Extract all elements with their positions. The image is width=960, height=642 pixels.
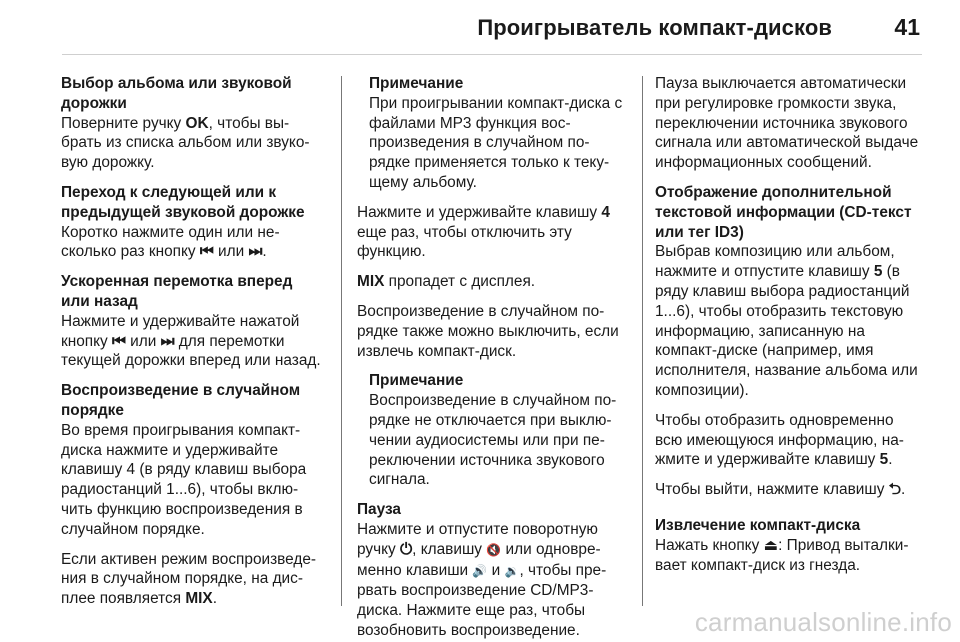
paragraph — [655, 480, 923, 500]
mix-indicator: MIX — [357, 273, 385, 291]
section-heading: Ускоренная перемотка вперед или назад — [61, 273, 293, 310]
skip-previous-icon: ⏮ — [112, 332, 126, 350]
paragraph — [357, 520, 625, 641]
column-divider-2 — [642, 76, 643, 606]
paragraph — [357, 203, 625, 262]
section-heading: Воспроизведение в случайном порядке — [61, 382, 301, 419]
column-2 — [357, 74, 625, 639]
power-icon: ⏻ — [399, 540, 413, 558]
key-label-4: 4 — [601, 203, 610, 221]
text: . — [212, 590, 217, 608]
paragraph — [357, 272, 625, 292]
paragraph — [655, 242, 923, 400]
text: Нажмите и удерживайте клавишу — [357, 203, 602, 221]
paragraph: Воспроизведение в случайном порядке также можно выключить, если извлечь компакт-диск. — [357, 302, 619, 360]
text: еще раз, чтобы отключить эту функцию. — [357, 223, 572, 261]
section-pause — [357, 500, 625, 641]
text: пропадет с дисплея. — [384, 273, 536, 291]
text: Нажмите и удерживайте нажатой кнопку — [61, 312, 300, 350]
text: , клавишу — [412, 540, 487, 558]
note-text: Воспроизведение в случайном порядке не отключается при выключении аудиосистемы или при переключении источника звукового сигнала. — [369, 392, 617, 489]
text: для перемотки текущей дорожки вперед или назад. — [61, 332, 321, 370]
text: или — [125, 332, 161, 350]
section-random-play — [61, 381, 323, 609]
watermark: carmanualsonline.info — [694, 607, 952, 637]
note-heading: Примечание — [369, 75, 464, 92]
column-3 — [655, 74, 923, 608]
section-heading: Извлечение компакт-диска — [655, 516, 861, 534]
skip-previous-icon: ⏮ — [199, 243, 214, 261]
note-text: При проигрывании компакт-диска с файлами MP3 функция воспроизведения в случайном порядке применяется только к текущему альбому. — [369, 94, 623, 191]
page-header — [0, 0, 960, 64]
section-heading: Отображение дополнительной текстовой информации (CD-текст или тег ID3) — [655, 183, 912, 241]
text: : Привод выталкивает компакт-диск из гнезда. — [655, 536, 909, 574]
column-1 — [61, 74, 323, 608]
key-label-5: 5 — [879, 451, 889, 469]
text: Нажать кнопку — [655, 536, 764, 554]
key-label-ok: OK — [185, 114, 209, 132]
note-box — [357, 74, 625, 193]
mute-icon: 🔇 — [486, 542, 502, 557]
text: Нажмите и отпустите поворотную ручку — [357, 520, 598, 558]
text: Чтобы отобразить одновременно всю имеющуюся информацию, нажмите и удерживайте клавишу — [655, 411, 904, 469]
text: Если активен режим воспроизведения в случайном порядке, на дисплее появляется — [61, 550, 317, 608]
page-title: Проигрыватель компакт-дисков — [477, 15, 832, 40]
text: , чтобы прервать воспроизведение CD/MP3-диска. Нажмите еще раз, чтобы возобновить воспроизведение. — [357, 561, 607, 639]
page-number: 41 — [894, 14, 920, 40]
paragraph: Пауза выключается автоматически при регулировке громкости звука, переключении источника звукового сигнала или автоматической выдаче информационных сообщений. — [655, 75, 919, 172]
text: , чтобы выбрать из списка альбом или звуковую дорожку. — [61, 114, 310, 172]
section-eject — [655, 516, 923, 575]
key-label-5: 5 — [873, 263, 883, 281]
section-heading: Переход к следующей или к предыдущей звуковой дорожке — [61, 183, 305, 221]
text: или одновременно клавиши — [357, 540, 601, 579]
text: или — [213, 243, 249, 261]
paragraph — [61, 223, 323, 263]
paragraph — [655, 536, 923, 576]
paragraph — [655, 411, 923, 470]
section-heading: Выбор альбома или звуковой дорожки — [61, 75, 292, 112]
section-track-skip — [61, 183, 323, 262]
volume-down-icon: 🔉 — [504, 563, 520, 578]
text: (в ряду клавиш выбора радиостанций 1...6), чтобы отобразить текстовую информацию, записанную на компакт-диске (например, имя исполнителя, название альбома или композиции). — [655, 263, 918, 399]
section-album-select — [61, 74, 323, 173]
note-box — [357, 371, 625, 490]
paragraph — [61, 550, 323, 609]
text: . — [901, 481, 906, 499]
section-fast-forward — [61, 272, 323, 371]
back-icon: ⮌ — [888, 481, 901, 499]
section-heading: Пауза — [357, 501, 401, 519]
skip-next-icon: ⏭ — [160, 332, 175, 350]
section-cd-text — [655, 183, 923, 500]
text: Коротко нажмите один или несколько раз кнопку — [61, 223, 280, 261]
volume-up-icon: 🔊 — [472, 563, 488, 578]
paragraph — [61, 114, 323, 173]
header-rule — [62, 54, 922, 55]
text: Поверните ручку — [61, 114, 186, 132]
note-heading: Примечание — [369, 372, 464, 390]
mix-indicator: MIX — [185, 590, 213, 608]
eject-icon: ⏏ — [763, 536, 779, 554]
text: Выбрав композицию или альбом, нажмите и отпустите клавишу — [655, 243, 895, 281]
column-divider-1 — [341, 76, 342, 606]
text: и — [487, 561, 505, 579]
text: Чтобы выйти, нажмите клавишу — [655, 481, 889, 499]
text: . — [888, 451, 893, 469]
paragraph: Во время проигрывания компакт-диска нажмите и удерживайте клавишу 4 (в ряду клавиш выбора радиостанций 1...6), чтобы включить функцию воспроизведения в случайном порядке. — [61, 421, 307, 538]
skip-next-icon: ⏭ — [248, 243, 263, 261]
text: . — [262, 243, 267, 261]
paragraph — [61, 312, 323, 371]
